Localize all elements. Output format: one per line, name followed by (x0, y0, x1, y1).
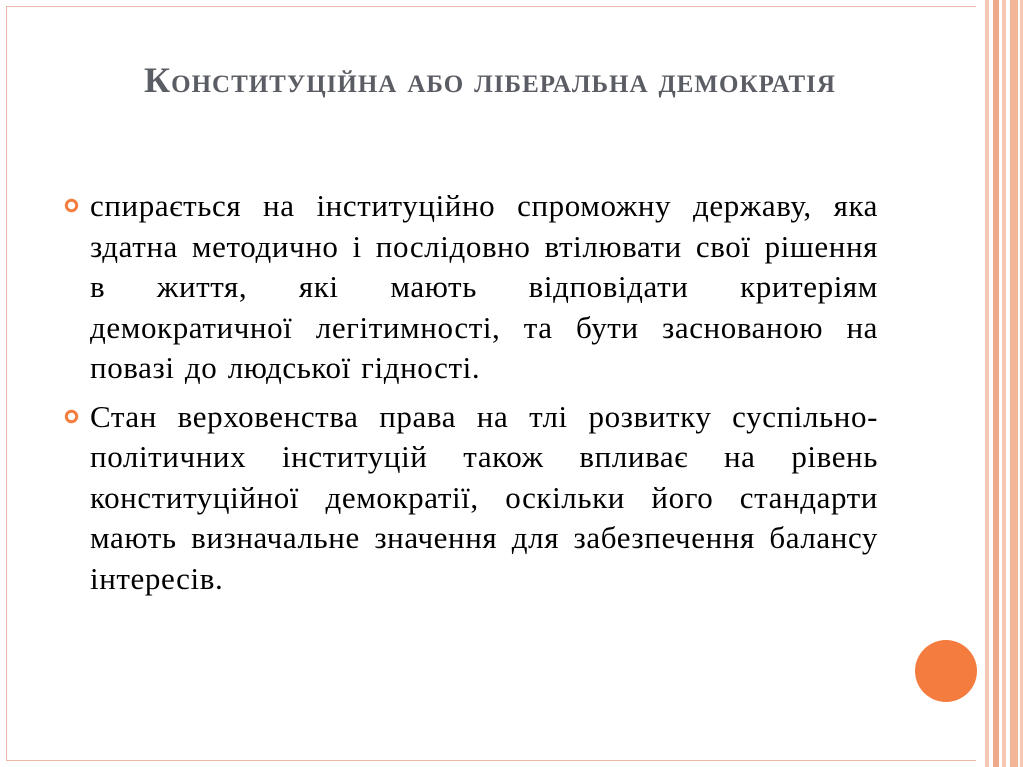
orange-ring-icon (64, 409, 79, 424)
bullet-text: спирається на інституційно спроможну державу, яка здатна методично і послідовно втілювати свої рішення в життя, які мають відповідати критеріям демократичної легітимності, та бути заснованою на повазі до людської гідності. (90, 188, 878, 385)
bullet-list (60, 186, 878, 607)
slide-title: Конституційна або ліберальна демократія (144, 60, 836, 100)
orange-ring-icon (64, 198, 79, 213)
decorative-orange-circle (915, 640, 977, 702)
bullet-item-1 (60, 186, 878, 389)
right-stripes (976, 0, 1024, 767)
bullet-text: Стан верховенства права на тлі розвитку суспільно-політичних інституцій також впливає на рівень конституційної демократії, оскільки його стандарти мають визначальне значення для забезпечення балансу інтересів. (90, 398, 878, 596)
bullet-item-2 (60, 397, 878, 600)
